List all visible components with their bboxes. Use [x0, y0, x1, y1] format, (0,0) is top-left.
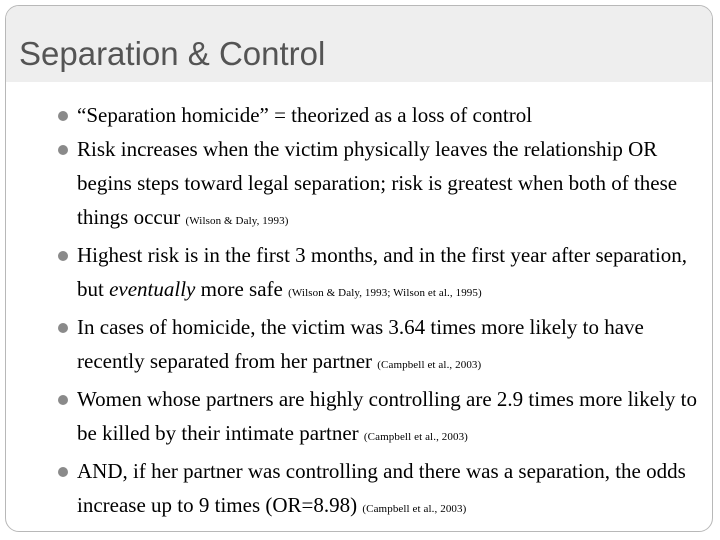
bullet-item	[58, 98, 704, 132]
citation: (Wilson & Daly, 1993; Wilson et al., 1995)	[288, 287, 482, 299]
bullet-dot-icon	[58, 251, 68, 261]
bullet-text: “Separation homicide” = theorized as a loss of control	[77, 103, 533, 127]
bullet-text-after: more safe	[195, 277, 283, 301]
bullet-dot-icon	[58, 111, 68, 121]
citation: (Wilson & Daly, 1993)	[185, 215, 289, 227]
slide-title: Separation & Control	[19, 35, 326, 72]
bullet-text: In cases of homicide, the victim was 3.64 times more likely to have recently separated from her partner	[77, 315, 644, 373]
bullet-list	[58, 98, 704, 526]
bullet-dot-icon	[58, 323, 68, 333]
bullet-item	[58, 454, 704, 526]
bullet-item	[58, 238, 704, 310]
citation: (Campbell et al., 2003)	[363, 431, 468, 443]
bullet-text: AND, if her partner was controlling and there was a separation, the odds increase up to 9 times (OR=8.98)	[77, 459, 686, 517]
citation: (Campbell et al., 2003)	[377, 359, 482, 371]
bullet-text: Women whose partners are highly controlling are 2.9 times more likely to be killed by their intimate partner	[77, 387, 697, 445]
bullet-text: Risk increases when the victim physically leaves the relationship OR begins steps toward legal separation; risk is greatest when both of these things occur	[77, 137, 678, 229]
bullet-text: Highest risk is in the first 3 months, and in the first year after separation, but	[77, 243, 688, 301]
bullet-dot-icon	[58, 467, 68, 477]
bullet-item	[58, 310, 704, 382]
citation: (Campbell et al., 2003)	[362, 503, 467, 515]
bullet-item	[58, 382, 704, 454]
bullet-item	[58, 132, 704, 238]
bullet-dot-icon	[58, 395, 68, 405]
bullet-emphasis: eventually	[109, 277, 196, 301]
bullet-dot-icon	[58, 145, 68, 155]
